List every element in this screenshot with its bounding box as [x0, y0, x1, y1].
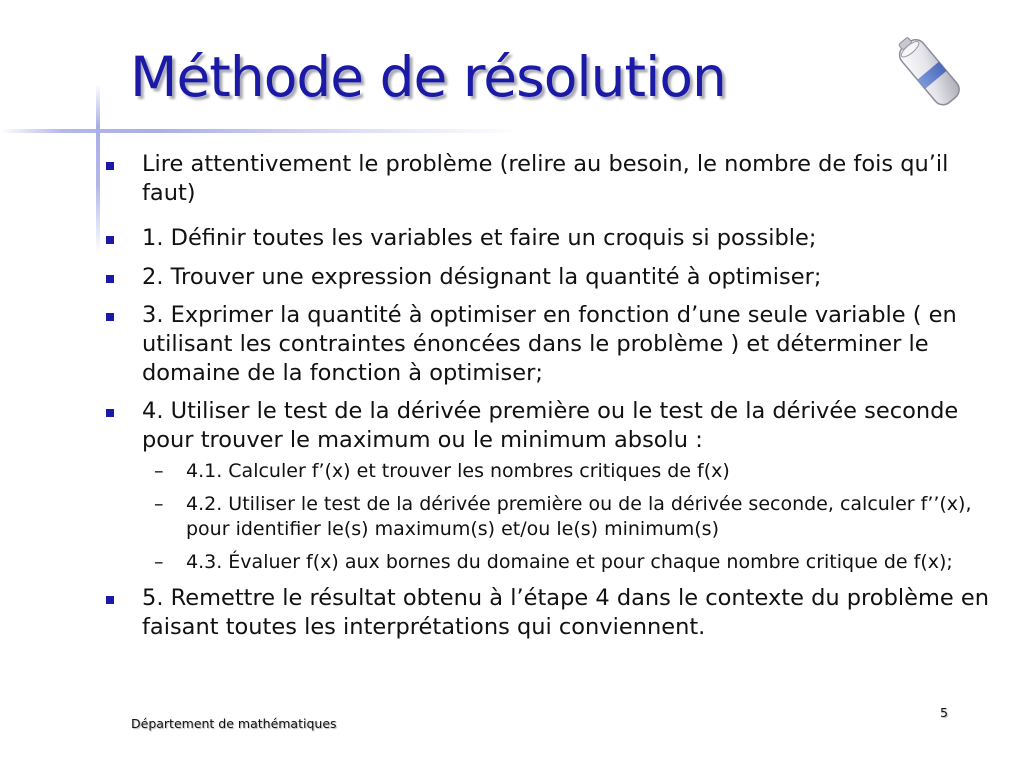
bullet-square-icon: [106, 409, 114, 417]
bullet-list: [104, 150, 1004, 642]
list-item-text: Lire attentivement le problème (relire au besoin, le nombre de fois qu’il faut): [142, 151, 949, 206]
list-item: [104, 150, 1004, 208]
list-item-text: 3. Exprimer la quantité à optimiser en fonction d’une seule variable ( en utilisant les contraintes énoncées dans le problème ) et déterminer le domaine de la fonction à optimiser;: [142, 302, 957, 386]
sub-list-item: [104, 550, 1004, 575]
list-item-text: 1. Définir toutes les variables et faire un croquis si possible;: [142, 225, 817, 251]
battery-icon: [888, 30, 972, 116]
sub-list-item: [104, 459, 1004, 484]
bullet-square-icon: [106, 275, 114, 283]
bullet-square-icon: [106, 236, 114, 244]
sub-list-item-text: 4.2. Utiliser le test de la dérivée première ou de la dérivée seconde, calculer f’’(x), pour identifier le(s) maximum(s) et/ou le(s) minimum(s): [186, 493, 972, 540]
list-item: [104, 301, 1004, 388]
decorative-horizontal-line: [0, 129, 520, 133]
list-item-text: 4. Utiliser le test de la dérivée première ou le test de la dérivée seconde pour trouver le maximum ou le minimum absolu :: [142, 398, 959, 453]
bullet-square-icon: [106, 313, 114, 321]
list-item: [104, 584, 1004, 642]
list-item: [104, 263, 1004, 292]
list-item-text: 2. Trouver une expression désignant la quantité à optimiser;: [142, 264, 822, 290]
slide-title: Méthode de résolution: [130, 45, 726, 109]
list-item: [104, 224, 1004, 253]
list-item: [104, 397, 1004, 455]
sub-list-item: [104, 492, 1004, 542]
list-item-text: 5. Remettre le résultat obtenu à l’étape 4 dans le contexte du problème en faisant toutes les interprétations qui conviennent.: [142, 585, 989, 640]
sub-list-item-text: 4.3. Évaluer f(x) aux bornes du domaine et pour chaque nombre critique de f(x);: [186, 551, 953, 573]
dash-marker: –: [154, 551, 164, 573]
page-number: 5: [940, 705, 948, 720]
sub-list-item-text: 4.1. Calculer f’(x) et trouver les nombres critiques de f(x): [186, 460, 730, 482]
dash-marker: –: [154, 460, 164, 482]
bullet-square-icon: [106, 596, 114, 604]
decorative-vertical-line: [96, 84, 100, 254]
dash-marker: –: [154, 493, 164, 515]
bullet-square-icon: [106, 162, 114, 170]
footer-department: Département de mathématiques: [131, 716, 337, 731]
